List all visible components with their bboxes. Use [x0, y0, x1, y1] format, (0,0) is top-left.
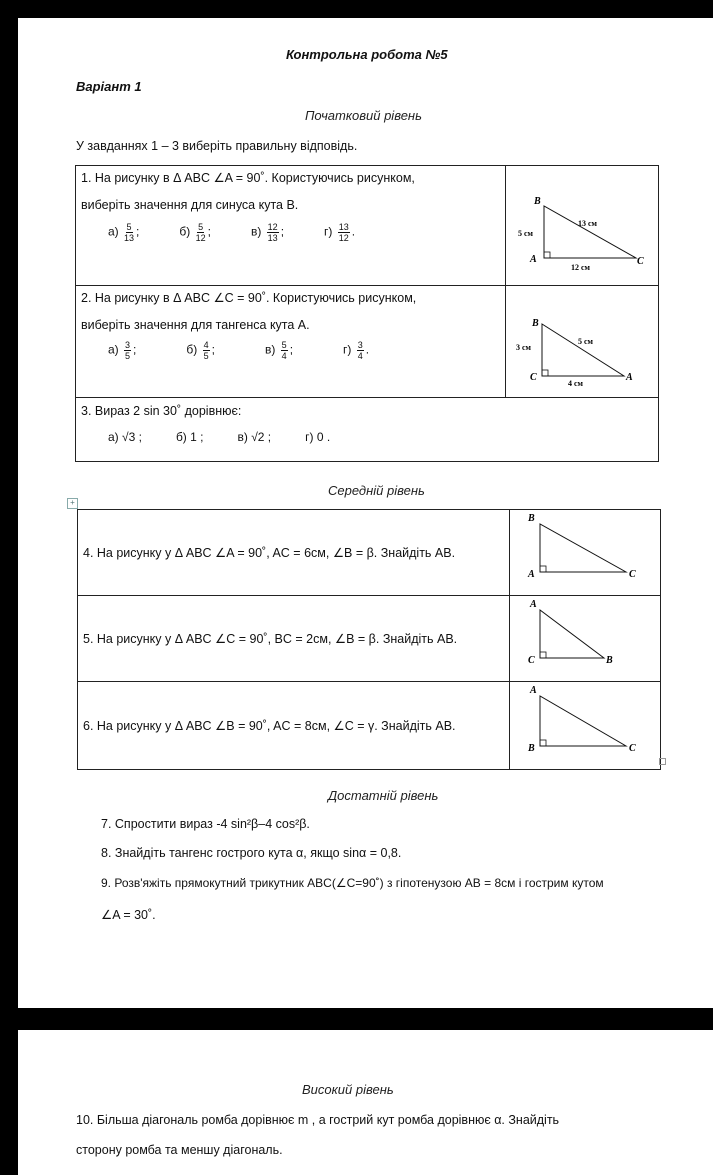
task-3-options: [108, 430, 658, 444]
task-1-figure-cell: [506, 166, 659, 286]
task-5-cell: [78, 596, 510, 682]
task-4-figure-cell: [510, 510, 661, 596]
task-1-side-ab: 5 см: [518, 229, 533, 238]
task-1-line2: виберіть значення для синуса кута В.: [81, 198, 299, 212]
task-6-vertex-top: A: [530, 685, 537, 696]
page-1: [18, 18, 713, 1008]
task-1-side-bc: 13 см: [578, 219, 597, 228]
task-2-cell: [76, 286, 506, 398]
task-5-vertex-top: A: [530, 599, 537, 610]
task-9-line1: 9. Розв'яжіть прямокутний трикутник ABC(∠C=90˚) з гіпотенузою AB = 8см і гострим кутом: [101, 876, 604, 890]
task-1-vertex-a: A: [530, 254, 537, 265]
task-1-option-a[interactable]: а) $\frac{5}{13}$ ;: [108, 222, 140, 243]
task-5-vertex-end: B: [606, 655, 613, 666]
task-2-option-c[interactable]: в) $\frac{5}{4}$ ;: [264, 340, 294, 361]
task-7-text: 7. Спростити вираз -4 sin²β–4 cos²β.: [101, 817, 310, 831]
page-2: [18, 1030, 713, 1175]
task-4-cell: [78, 510, 510, 596]
task-1-line1: 1. На рисунку в Δ ABC ∠A = 90˚. Користуючись рисунком,: [81, 171, 415, 185]
task-8-text: 8. Знайдіть тангенс гострого кута α, якщо sinα = 0,8.: [101, 846, 402, 860]
task-3-cell: [76, 398, 659, 462]
doc-title: Контрольна робота №5: [286, 47, 448, 62]
task-3-option-c[interactable]: в) √2 ;: [237, 430, 272, 444]
task-2-option-a[interactable]: а) $\frac{3}{5}$ ;: [108, 340, 137, 361]
task-3-option-d[interactable]: г) 0 .: [305, 430, 331, 444]
task-6-triangle-figure: [510, 682, 660, 764]
task-4-triangle-figure: [510, 510, 660, 590]
middle-tasks-table: [77, 509, 661, 770]
task-2-side-ca: 4 см: [568, 379, 583, 388]
task-6-figure-cell: [510, 682, 661, 770]
task-2-side-bc: 3 см: [516, 343, 531, 352]
task-4-vertex-corner: A: [528, 569, 535, 580]
table-resize-handle[interactable]: [659, 758, 666, 765]
task-2-line1: 2. На рисунку в Δ ABC ∠C = 90˚. Користуючись рисунком,: [81, 291, 417, 305]
variant-label: Варіант 1: [76, 79, 142, 94]
initial-instruction: У завданнях 1 – 3 виберіть правильну відповідь.: [76, 139, 358, 153]
task-2-vertex-a: A: [626, 372, 633, 383]
task-2-triangle-figure: [506, 286, 656, 392]
task-1-side-ac: 12 см: [571, 263, 590, 272]
task-1-triangle-figure: [506, 166, 656, 280]
task-4-text: 4. На рисунку у Δ ABC ∠A = 90˚, AC = 6см, ∠B = β. Знайдіть AB.: [83, 546, 456, 560]
task-2-options: [108, 340, 505, 361]
task-6-cell: [78, 682, 510, 770]
task-2-line2: виберіть значення для тангенса кута А.: [81, 318, 310, 332]
task-10-line2: сторону ромба та меншу діагональ.: [76, 1143, 283, 1157]
task-3-option-a[interactable]: а) √3 ;: [108, 430, 142, 444]
task-1-option-b[interactable]: б) $\frac{5}{12}$ ;: [179, 222, 211, 243]
task-2-vertex-c: C: [530, 372, 537, 383]
task-3-line1: 3. Вираз 2 sin 30˚ дорівнює:: [81, 404, 242, 418]
task-9-line2: ∠A = 30˚.: [101, 908, 156, 922]
task-2-figure-cell: [506, 286, 659, 398]
task-5-vertex-corner: C: [528, 655, 535, 666]
initial-level-heading: Початковий рівень: [305, 108, 422, 123]
task-6-vertex-end: C: [629, 743, 636, 754]
task-5-triangle-figure: [510, 596, 660, 676]
task-4-vertex-top: B: [528, 513, 535, 524]
task-6-text: 6. На рисунку у Δ ABC ∠B = 90˚, AC = 8см, ∠C = γ. Знайдіть AB.: [83, 719, 456, 733]
task-10-line1: 10. Більша діагональ ромба дорівнює m , а гострий кут ромба дорівнює α. Знайдіть: [76, 1113, 560, 1127]
task-5-text: 5. На рисунку у Δ ABC ∠C = 90˚, BC = 2см, ∠B = β. Знайдіть AB.: [83, 632, 458, 646]
task-2-option-d[interactable]: г) $\frac{3}{4}$ .: [343, 340, 370, 361]
task-4-vertex-end: C: [629, 569, 636, 580]
task-2-vertex-b: B: [532, 318, 539, 329]
task-1-option-d[interactable]: г) $\frac{13}{12}$ .: [324, 222, 356, 243]
middle-level-heading: Середній рівень: [328, 483, 425, 498]
table-move-handle[interactable]: +: [67, 498, 78, 509]
initial-tasks-table: [75, 165, 659, 462]
task-5-figure-cell: [510, 596, 661, 682]
task-1-cell: [76, 166, 506, 286]
task-1-option-c[interactable]: в) $\frac{12}{13}$ ;: [250, 222, 285, 243]
sufficient-level-heading: Достатній рівень: [328, 788, 439, 803]
task-2-option-b[interactable]: б) $\frac{4}{5}$ ;: [186, 340, 215, 361]
task-3-option-b[interactable]: б) 1 ;: [175, 430, 204, 444]
task-1-options: [108, 222, 505, 243]
task-2-side-ab: 5 см: [578, 337, 593, 346]
task-1-vertex-c: C: [637, 256, 644, 267]
high-level-heading: Високий рівень: [302, 1082, 394, 1097]
task-6-vertex-corner: B: [528, 743, 535, 754]
task-1-vertex-b: B: [534, 196, 541, 207]
